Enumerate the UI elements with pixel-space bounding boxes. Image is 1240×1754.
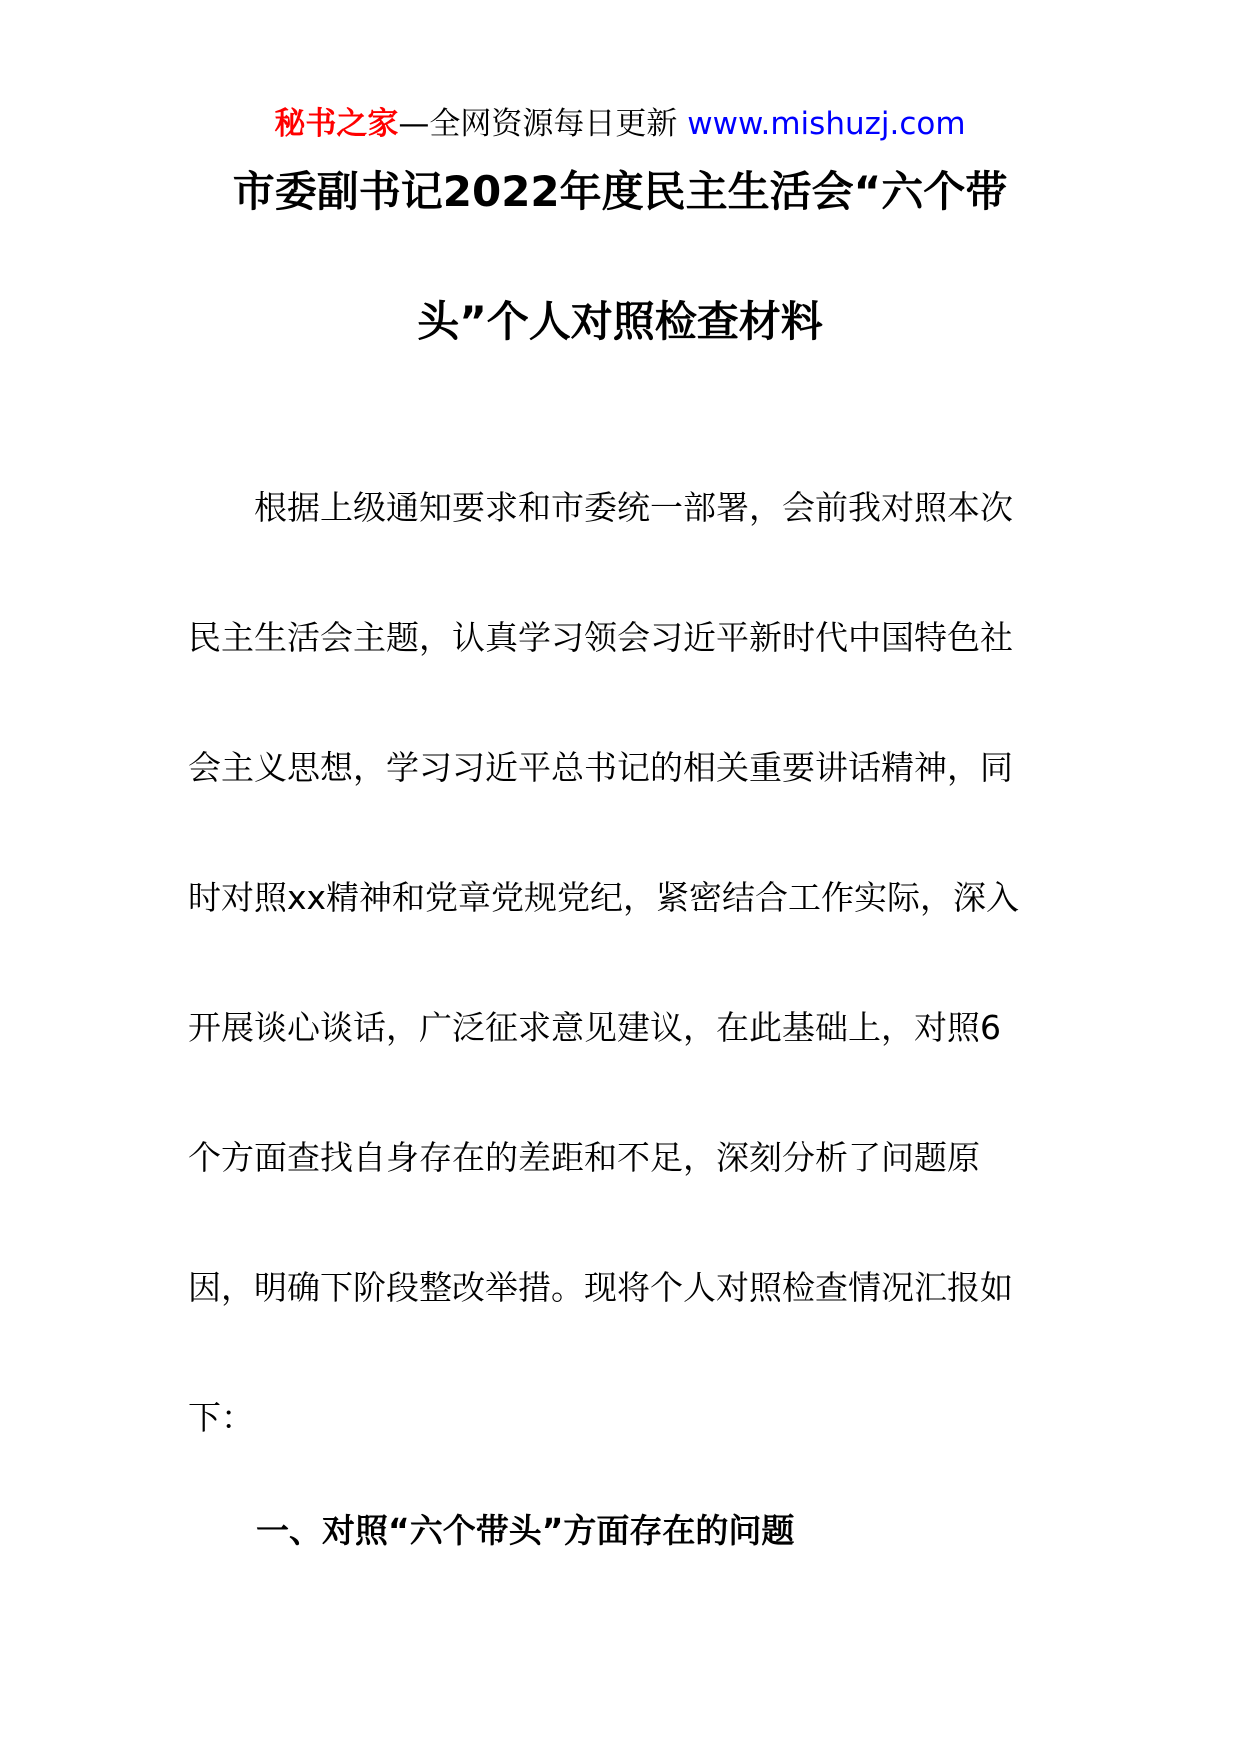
paragraph-line: 个方面查找自身存在的差距和不足，深刻分析了问题原 — [188, 1138, 980, 1177]
paragraph-line: 会主义思想，学习习近平总书记的相关重要讲话精神，同 — [188, 748, 1013, 787]
header-url[interactable]: www.mishuzj.com — [687, 106, 966, 142]
brand-name: 秘书之家 — [274, 106, 399, 142]
document-title-line-2: 头”个人对照检查材料 — [417, 297, 823, 346]
document-title-line-1: 市委副书记2022年度民主生活会“六个带 — [232, 167, 1008, 216]
section-heading-1: 一、对照“六个带头”方面存在的问题 — [256, 1511, 795, 1550]
paragraph-line: 下： — [188, 1398, 254, 1437]
paragraph-line: 因，明确下阶段整改举措。现将个人对照检查情况汇报如 — [188, 1268, 1013, 1307]
paragraph-line: 时对照xx精神和党章党规党纪，紧密结合工作实际，深入 — [188, 878, 1020, 917]
source-header — [0, 100, 1240, 148]
paragraph-line: 开展谈心谈话，广泛征求意见建议，在此基础上，对照6 — [188, 1008, 1001, 1047]
header-tagline: —全网资源每日更新 — [398, 106, 678, 142]
paragraph-line: 民主生活会主题，认真学习领会习近平新时代中国特色社 — [188, 618, 1013, 657]
paragraph-line: 根据上级通知要求和市委统一部署，会前我对照本次 — [254, 488, 1013, 527]
